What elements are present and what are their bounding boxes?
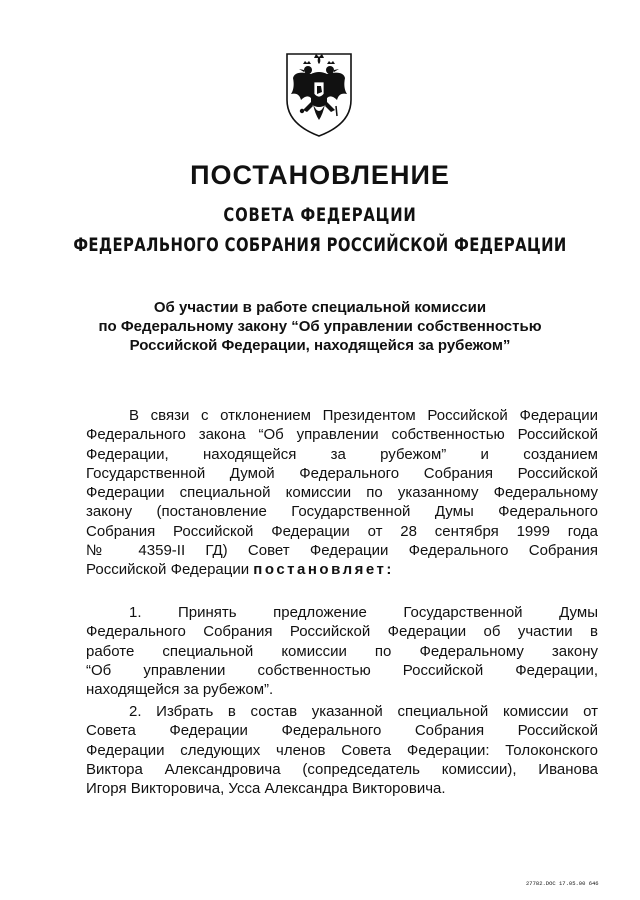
issuing-body-line-2: ФЕДЕРАЛЬНОГО СОБРАНИЯ РОССИЙСКОЙ ФЕДЕРАЦИИ — [73, 234, 567, 256]
resolution-heading — [70, 298, 570, 355]
text-line: работе специальной комиссии по Федеральному закону — [86, 642, 598, 660]
text-line: 1. Принять предложение Государственной Думы — [129, 604, 598, 621]
document-title: ПОСТАНОВЛЕНИЕ — [190, 160, 450, 190]
clause-1-paragraph — [86, 603, 598, 699]
russian-coat-of-arms-icon — [281, 48, 357, 138]
heading-line: по Федеральному закону “Об управлении собственностью — [98, 318, 542, 335]
issuing-body-line-1: СОВЕТА ФЕДЕРАЦИИ — [223, 204, 417, 226]
text-line: Федерации, находящейся за рубежом” и созданием — [86, 445, 598, 463]
heading-line: Российской Федерации, находящейся за рубежом” — [129, 337, 511, 354]
text-line: Собрания Российской Федерации от 28 сентября 1999 года — [86, 522, 598, 540]
text-line: Совета Федерации Федерального Собрания Российской — [86, 722, 598, 740]
text-line: Игоря Викторовича, Усса Александра Викторовича. — [86, 780, 446, 798]
text-line: Федерации специальной комиссии по указанному Федеральному — [86, 484, 598, 502]
text-line: “Об управлении собственностью Российской Федерации, — [86, 661, 598, 679]
text-line: находящейся за рубежом”. — [86, 681, 274, 699]
preamble-paragraph — [86, 406, 598, 580]
text-line: Федерации следующих членов Совета Федерации: Толоконского — [86, 741, 598, 759]
text-line: 2. Избрать в состав указанной специальной комиссии от — [129, 703, 598, 720]
text-line: № 4359-II ГД) Совет Федерации Федерального Собрания — [86, 542, 598, 560]
footer-file-code: 27782.DOC 17.05.00 646 — [526, 880, 599, 887]
text-fragment: Российской Федерации — [86, 561, 250, 579]
decree-word: постановляет: — [253, 561, 394, 579]
text-line: В связи с отклонением Президентом Российской Федерации — [129, 407, 598, 424]
text-line: закону (постановление Государственной Думы Федерального — [86, 503, 598, 521]
text-line: Федерального Собрания Российской Федерации об участии в — [86, 623, 598, 641]
heading-line: Об участии в работе специальной комиссии — [153, 299, 487, 316]
text-line: Государственной Думой Федерального Собрания Российской — [86, 464, 598, 482]
text-line — [86, 560, 598, 579]
clause-2-paragraph — [86, 702, 598, 798]
text-line: Федерального закона “Об управлении собственностью Российской — [86, 426, 598, 444]
text-line: Виктора Александровича (сопредседатель комиссии), Иванова — [86, 760, 598, 778]
